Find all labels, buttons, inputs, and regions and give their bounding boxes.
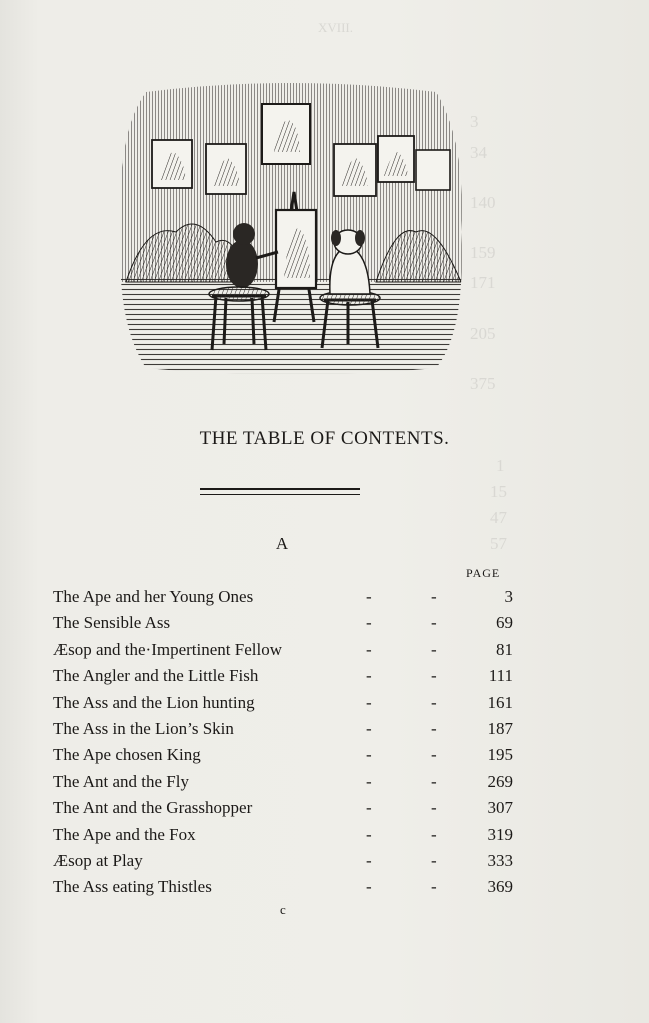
toc-leader: - <box>431 745 437 765</box>
title-rule-thin <box>200 494 360 495</box>
toc-entry <box>53 637 513 663</box>
toc-entry <box>53 610 513 636</box>
toc-entry-page: 111 <box>488 666 513 686</box>
toc-entry-page: 81 <box>496 639 513 659</box>
book-page: XVIII. 3 34 140 159 171 205 375 1 15 47 57 THE TABLE OF CONTENTS. A PAGE The Ape and her Young Ones - - 3 The Sensible Ass - - 69 Æsop and the·Impertinent Fellow - - 81 The Angler and the Little Fish - - 111 The Ass and the Lion hunting - - 161 The Ass in the Lion’s Skin - - 187 The Ape chosen King - - 195 The Ant and the Fly - - 269 The Ant and the Grasshopper - - 307 The Ape and the Fox - - 319 Æsop at Play - - 333 The Ass eating Thistles - - 369 c <box>0 0 649 1023</box>
toc-leader: - <box>366 824 372 844</box>
toc-entry <box>53 795 513 821</box>
toc-entry <box>53 742 513 768</box>
monkey-painter-engraving-icon <box>116 82 466 374</box>
toc-leader: - <box>431 771 437 791</box>
toc-entry-page: 187 <box>487 718 513 738</box>
toc-entry-title: The Ape and her Young Ones <box>53 587 254 606</box>
toc-leader: - <box>431 587 437 606</box>
toc-leader: - <box>366 639 372 659</box>
toc-entry-title: The Ass eating Thistles <box>53 877 212 897</box>
toc-entry-page: 161 <box>487 692 513 712</box>
toc-leader: - <box>366 877 372 897</box>
toc-leader: - <box>431 824 437 844</box>
toc-entry <box>53 690 513 716</box>
toc-leader: - <box>366 613 372 633</box>
toc-entry-page: 369 <box>487 877 513 897</box>
toc-leader: - <box>431 639 437 659</box>
page-title: THE TABLE OF CONTENTS. <box>199 428 450 449</box>
toc-leader: - <box>431 718 437 738</box>
toc-entry <box>53 874 513 900</box>
toc-leader: - <box>366 666 372 686</box>
toc-entry-page: 333 <box>487 850 513 870</box>
toc-leader: - <box>431 666 437 686</box>
toc-entry-page: 195 <box>487 745 513 765</box>
toc-entry <box>53 663 513 689</box>
toc-leader: - <box>431 877 437 897</box>
toc-entry-page: 269 <box>487 771 513 791</box>
toc-leader: - <box>431 850 437 870</box>
toc-entry-title: The Ape chosen King <box>53 745 201 765</box>
toc-leader: - <box>431 798 437 818</box>
toc-entry-page: 3 <box>504 587 513 606</box>
title-rule-thick <box>200 488 360 490</box>
toc-entry-title: Æsop at Play <box>53 850 143 870</box>
toc-entry <box>53 716 513 742</box>
toc-list <box>53 584 513 901</box>
toc-leader: - <box>366 798 372 818</box>
toc-entry-title: The Ass in the Lion’s Skin <box>53 718 234 738</box>
toc-entry-title: The Ant and the Grasshopper <box>53 798 253 818</box>
toc-entry-page: 319 <box>487 824 513 844</box>
signature-mark: c <box>280 902 286 917</box>
section-letter: A <box>275 534 289 553</box>
toc-entry <box>53 822 513 848</box>
toc-leader: - <box>366 771 372 791</box>
toc-entry-title: Æsop and the·Impertinent Fellow <box>53 639 282 659</box>
toc-entry-title: The Angler and the Little Fish <box>53 666 259 686</box>
toc-entry-page: 69 <box>496 613 513 633</box>
toc-leader: - <box>431 692 437 712</box>
toc-entry-title: The Ape and the Fox <box>53 824 196 844</box>
engraving-illustration <box>116 82 466 374</box>
toc-entry <box>53 769 513 795</box>
toc-leader: - <box>366 850 372 870</box>
toc-entry <box>53 848 513 874</box>
toc-entry-title: The Ass and the Lion hunting <box>53 692 255 712</box>
toc-leader: - <box>431 613 437 633</box>
page-column-label: PAGE <box>466 566 501 580</box>
toc-leader: - <box>366 718 372 738</box>
toc-leader: - <box>366 745 372 765</box>
toc-entry-title: The Ant and the Fly <box>53 771 189 791</box>
toc-entry-page: 307 <box>487 798 513 818</box>
toc-leader: - <box>366 692 372 712</box>
toc-entry-title: The Sensible Ass <box>53 613 171 633</box>
toc-leader: - <box>366 587 372 606</box>
toc-entry <box>53 584 513 610</box>
